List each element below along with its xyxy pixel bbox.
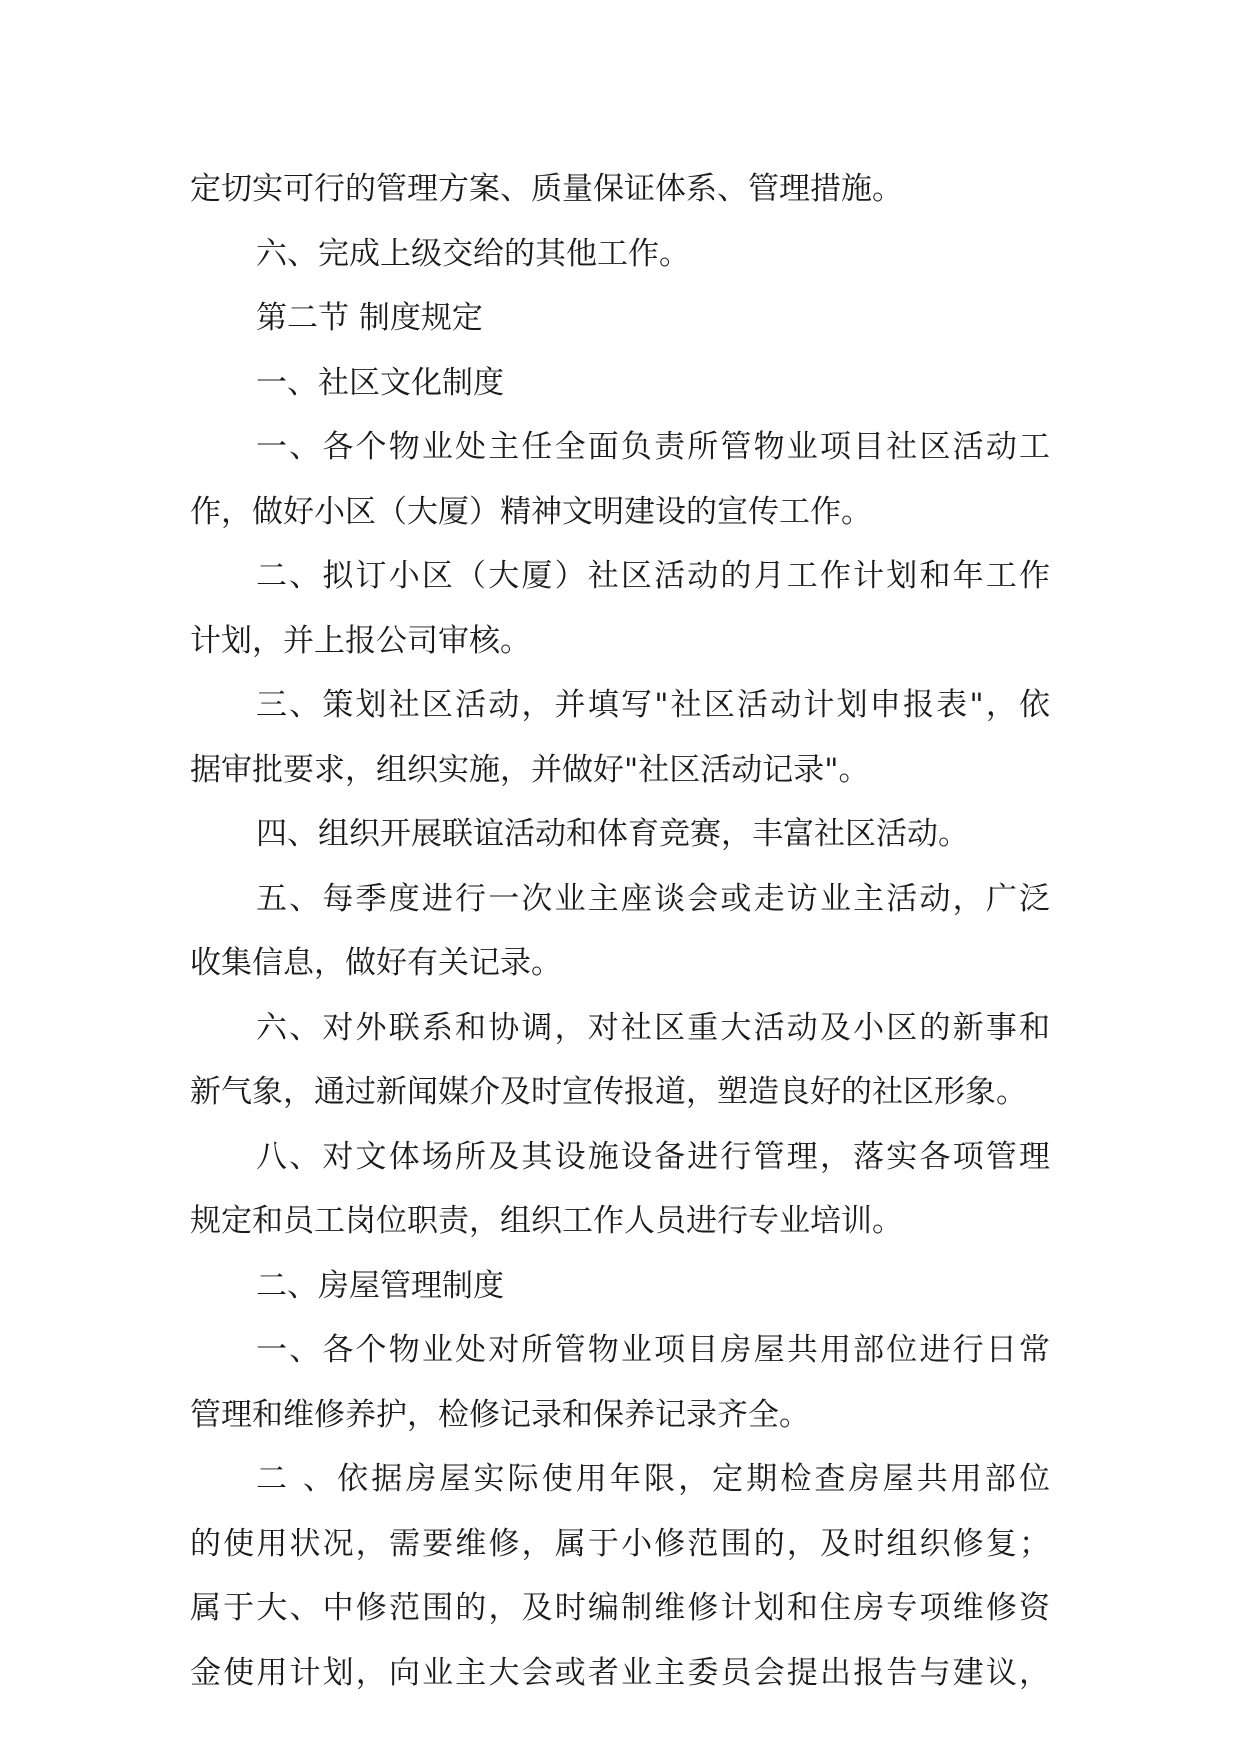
paragraph-line: 金使用计划，向业主大会或者业主委员会提出报告与建议， <box>190 1654 1050 1691</box>
paragraph-line: 收集信息，做好有关记录。 <box>190 945 562 981</box>
paragraph-first-line: 六、对外联系和协调，对社区重大活动及小区的新事和 <box>256 1009 1050 1046</box>
paragraph-line: 属于大、中修范围的，及时编制维修计划和住房专项维修资 <box>190 1590 1050 1626</box>
paragraph-line: 的使用状况，需要维修，属于小修范围的，及时组织修复； <box>190 1525 1050 1562</box>
paragraph-first-line: 三、策划社区活动，并填写"社区活动计划申报表"，依 <box>256 687 1050 723</box>
paragraph-first-line: 二、拟订小区（大厦）社区活动的月工作计划和年工作 <box>256 558 1050 594</box>
paragraph-first-line: 四、组织开展联谊活动和体育竞赛，丰富社区活动。 <box>256 816 969 852</box>
paragraph-line: 作，做好小区（大厦）精神文明建设的宣传工作。 <box>190 493 872 530</box>
document-body <box>190 157 1050 1705</box>
paragraph-first-line: 二 、依据房屋实际使用年限，定期检查房屋共用部位 <box>256 1461 1050 1497</box>
paragraph-line: 据审批要求，组织实施，并做好"社区活动记录"。 <box>190 751 870 788</box>
paragraph-line: 新气象，通过新闻媒介及时宣传报道，塑造良好的社区形象。 <box>190 1074 1027 1110</box>
paragraph-first-line: 一、社区文化制度 <box>256 364 504 401</box>
paragraph-first-line: 六、完成上级交给的其他工作。 <box>256 235 690 272</box>
paragraph-line: 管理和维修养护，检修记录和保养记录齐全。 <box>190 1396 810 1433</box>
paragraph-first-line: 五、每季度进行一次业主座谈会或走访业主活动，广泛 <box>256 880 1050 917</box>
paragraph-first-line: 一、各个物业处主任全面负责所管物业项目社区活动工 <box>256 429 1050 465</box>
paragraph-first-line: 二、房屋管理制度 <box>256 1267 504 1304</box>
paragraph-first-line: 八、对文体场所及其设施设备进行管理，落实各项管理 <box>256 1138 1050 1175</box>
paragraph-first-line: 一、各个物业处对所管物业项目房屋共用部位进行日常 <box>256 1332 1050 1368</box>
paragraph-line: 定切实可行的管理方案、质量保证体系、管理措施。 <box>190 171 903 207</box>
paragraph-line: 规定和员工岗位职责，组织工作人员进行专业培训。 <box>190 1203 903 1239</box>
paragraph-first-line: 第二节 制度规定 <box>256 300 483 336</box>
paragraph-line: 计划，并上报公司审核。 <box>190 622 531 659</box>
